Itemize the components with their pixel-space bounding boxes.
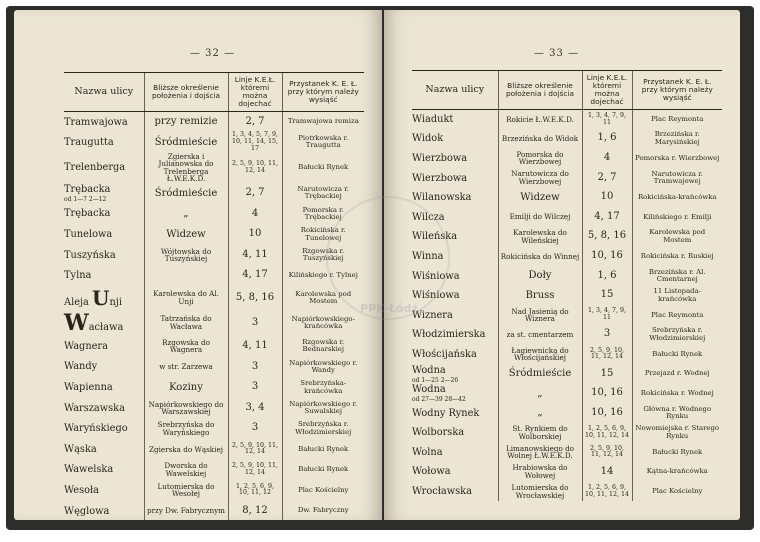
street-name-cell (64, 183, 144, 204)
location-cell: Hrabiowska do Wołowej (498, 462, 582, 482)
street-name-cell (64, 398, 144, 419)
street-name-cell (412, 462, 498, 482)
header-location: Bliższe określenie położenia i dojścia (144, 73, 228, 112)
tram-lines-cell: 2, 7 (228, 183, 282, 204)
street-name-cell (64, 153, 144, 183)
table-row (64, 501, 364, 520)
stop-cell: Główna r. Wodnego Rynku (632, 403, 722, 423)
street-name: Wąska (64, 443, 97, 455)
table-row (64, 132, 364, 153)
stop-cell: Przejazd r. Wodnej (632, 364, 722, 384)
stop-cell: Kilińskiego r. Tylnej (282, 265, 364, 286)
location-cell: Karolewska do Al. Unji (144, 286, 228, 310)
stop-cell: Bałucki Rynek (282, 439, 364, 460)
stop-cell: Bałucki Rynek (282, 153, 364, 183)
stop-cell: Bałucki Rynek (632, 345, 722, 365)
street-initial-letter: W (64, 310, 89, 337)
table-row (412, 325, 722, 345)
street-name-cell (412, 364, 498, 384)
stop-cell: Nowomiejska r. Starego Rynku (632, 423, 722, 443)
location-cell: Śródmieście (144, 132, 228, 153)
table-row (412, 462, 722, 482)
tram-lines-cell: 2, 5, 9, 10, 11, 12, 14 (228, 439, 282, 460)
tram-lines-cell: 3, 4 (228, 398, 282, 419)
tram-lines-cell: 1, 3, 4, 7, 9, 11 (582, 305, 632, 325)
page-number-left: — 32 — (190, 48, 236, 59)
location-cell: „ (498, 403, 582, 423)
location-cell: Wójtowska do Tuszyńskiej (144, 245, 228, 266)
street-name: Winna (412, 250, 444, 262)
street-name: Wagnera (64, 340, 108, 352)
location-cell: Zgierska i Julianowska do Trelenberga Ł.W.E.K.D. (144, 153, 228, 183)
location-cell: przy Dw. Fabrycznym (144, 501, 228, 520)
page-number-right: — 33 — (534, 48, 580, 59)
street-name: Wesoła (64, 484, 100, 496)
house-number-range: od 1—7 2—12 (64, 195, 107, 203)
location-cell: Rokicińska do Winnej (498, 247, 582, 267)
street-name-cell (64, 112, 144, 133)
street-prefix: Aleja (64, 297, 89, 309)
stop-cell: Karolewska pod Mostem (282, 286, 364, 310)
table-row (64, 460, 364, 481)
location-cell: Karolewska do Wileńskiej (498, 227, 582, 247)
location-cell: Rokicie Ł.W.E.K.D. (498, 110, 582, 130)
location-cell: Brzezińska do Widok (498, 129, 582, 149)
street-name: Wolna (412, 446, 443, 458)
location-cell: Pomorska do Wierzbowej (498, 149, 582, 169)
tram-lines-cell: 2, 7 (228, 112, 282, 133)
tram-lines-cell: 2, 5, 9, 10, 11, 12, 14 (228, 153, 282, 183)
table-row (64, 183, 364, 204)
location-cell: „ (498, 384, 582, 404)
street-name-cell (64, 480, 144, 501)
stop-cell: Srebrzyńska r. Włodzimierskiej (632, 325, 722, 345)
location-cell: Emilji do Wilczej (498, 207, 582, 227)
street-name-cell (412, 305, 498, 325)
street-name: Wiznera (412, 309, 453, 321)
table-row (412, 345, 722, 365)
street-name-cell (412, 423, 498, 443)
location-cell: Śródmieście (498, 364, 582, 384)
tram-lines-cell: 3 (228, 310, 282, 336)
table-row (412, 423, 722, 443)
tram-lines-cell: 2, 5, 9, 10, 11, 12, 14 (582, 345, 632, 365)
table-row (412, 168, 722, 188)
street-name-cell (64, 310, 144, 336)
street-table-left (64, 72, 364, 520)
stop-cell: Rokicińska r. Wodnej (632, 384, 722, 404)
tram-lines-cell: 1, 2, 5, 6, 9, 10, 11, 12 (228, 480, 282, 501)
table-row (412, 403, 722, 423)
stop-cell: Kątna-krańcówka (632, 462, 722, 482)
location-cell: Lutomierska do Wrocławskiej (498, 482, 582, 502)
street-name-cell (412, 345, 498, 365)
location-cell: przy remizie (144, 112, 228, 133)
location-cell: Doły (498, 266, 582, 286)
location-cell: „ (144, 204, 228, 225)
tram-lines-cell: 15 (582, 286, 632, 306)
stop-cell: Dw. Fabryczny (282, 501, 364, 520)
tram-lines-cell: 10 (228, 224, 282, 245)
street-name-rest: acława (88, 322, 124, 334)
street-name: Wierzbowa (412, 152, 468, 164)
street-name-cell (64, 418, 144, 439)
house-number-range: od 27—39 28—42 (412, 396, 466, 404)
table-row (412, 305, 722, 325)
street-name: Wilanowska (412, 192, 472, 204)
location-cell: Śródmieście (144, 183, 228, 204)
stop-cell: Karolewska pod Mostem (632, 227, 722, 247)
table-row (412, 482, 722, 502)
table-row (412, 266, 722, 286)
table-row (412, 384, 722, 404)
stop-cell: Rzgowska r. Tuszyńskiej (282, 245, 364, 266)
table-row (412, 286, 722, 306)
table-row (412, 188, 722, 208)
stop-cell: Brzezińska r. Al. Cmentarnej (632, 266, 722, 286)
street-name-cell (412, 482, 498, 502)
street-name-cell (64, 286, 144, 310)
stop-cell: Piotrkowska r. Traugutta (282, 132, 364, 153)
location-cell: Widzew (498, 188, 582, 208)
table-row (64, 310, 364, 336)
header-tram-lines: Linje K.E.Ł. któremi można dojechać (228, 73, 282, 112)
stop-cell: Napiórkowskiego r. Suwalskiej (282, 398, 364, 419)
tram-lines-cell: 2, 5, 9, 10, 11, 12, 14 (582, 443, 632, 463)
street-name-cell (412, 443, 498, 463)
street-name-cell (64, 357, 144, 378)
header-stop: Przystanek K. E. Ł. przy którym należy wysiąść (282, 73, 364, 112)
table-row (64, 480, 364, 501)
location-cell (144, 265, 228, 286)
table-row (64, 398, 364, 419)
street-name-cell (64, 245, 144, 266)
tram-lines-cell: 14 (582, 462, 632, 482)
location-cell: Widzew (144, 224, 228, 245)
table-row (412, 149, 722, 169)
tram-lines-cell: 4 (228, 204, 282, 225)
street-name: Waryńskiego (64, 423, 128, 435)
stop-cell: Kilińskiego r. Emilji (632, 207, 722, 227)
street-name-cell (412, 384, 498, 404)
street-name-cell (412, 168, 498, 188)
tram-lines-cell: 1, 6 (582, 129, 632, 149)
table-row (412, 364, 722, 384)
street-name: Wodna (412, 384, 446, 396)
location-cell: Lutomierska do Wesołej (144, 480, 228, 501)
table-row (412, 110, 722, 130)
street-name-cell (412, 403, 498, 423)
tram-lines-cell: 4 (582, 149, 632, 169)
street-name: Wierzbowa (412, 172, 468, 184)
street-name: Wileńska (412, 231, 458, 243)
table-row (412, 207, 722, 227)
street-name-cell (64, 501, 144, 520)
tram-lines-cell: 1, 3, 4, 5, 7, 9, 10, 11, 14, 15, 17 (228, 132, 282, 153)
street-name: Tuszyńska (64, 249, 116, 261)
table-header-row (64, 73, 364, 112)
street-name: Wołowa (412, 466, 451, 478)
header-tram-lines: Linje K.E.Ł. któremi można dojechać (582, 71, 632, 110)
table-body-left (64, 112, 364, 521)
table-header-row (412, 71, 722, 110)
street-name-cell (64, 224, 144, 245)
street-name-cell (64, 460, 144, 481)
tram-lines-cell: 2, 7 (582, 168, 632, 188)
street-name-cell (412, 149, 498, 169)
stop-cell: Bałucki Rynek (632, 443, 722, 463)
street-name-cell (412, 325, 498, 345)
tram-lines-cell: 1, 2, 5, 6, 9, 10, 11, 12, 14 (582, 423, 632, 443)
street-name: Wiadukt (412, 114, 454, 126)
street-name-cell (412, 188, 498, 208)
street-name-cell (64, 132, 144, 153)
table-row (412, 443, 722, 463)
street-name: Wawelska (64, 464, 114, 476)
location-cell: Łagiewnicką do Włościjańskiej (498, 345, 582, 365)
location-cell: Narutowicza do Wierzbowej (498, 168, 582, 188)
tram-lines-cell: 4, 11 (228, 245, 282, 266)
table-row (64, 112, 364, 133)
table-row (64, 418, 364, 439)
tram-lines-cell: 1, 2, 5, 6, 9, 10, 11, 12, 14 (582, 482, 632, 502)
street-name: Tramwajowa (64, 116, 128, 128)
table-row (64, 377, 364, 398)
street-name: Włodzimierska (412, 329, 486, 341)
street-table-right (412, 70, 722, 501)
tram-lines-cell: 10 (582, 188, 632, 208)
table-row (64, 204, 364, 225)
house-number-range: od 1—25 2—26 (412, 376, 459, 384)
table-row (412, 129, 722, 149)
tram-lines-cell: 2, 5, 9, 10, 11, 12, 14 (228, 460, 282, 481)
watermark-text: PPK·Łódź (360, 302, 418, 315)
table-row (64, 245, 364, 266)
header-street-name: Nazwa ulicy (412, 71, 498, 110)
location-cell: Limanowskiego do Wolnej Ł.W.E.K.D. (498, 443, 582, 463)
tram-lines-cell: 3 (228, 377, 282, 398)
stop-cell: Srebrzyńska r. Włodzimierskiej (282, 418, 364, 439)
street-name-cell (64, 265, 144, 286)
location-cell: Napiórkowskiego do Warszawskiej (144, 398, 228, 419)
street-name: Trębacka (64, 208, 111, 220)
tram-lines-cell: 1, 6 (582, 266, 632, 286)
street-name: Wodna (412, 364, 446, 376)
stop-cell: Brzezińska r. Marysińskiej (632, 129, 722, 149)
location-cell: Dworska do Wawelskiej (144, 460, 228, 481)
street-name: Wiśniowa (412, 270, 460, 282)
table-row (64, 439, 364, 460)
tram-lines-cell: 3 (228, 418, 282, 439)
stop-cell: Napiórkowskiego-krańcówka (282, 310, 364, 336)
street-name: Węglowa (64, 505, 110, 517)
street-name: Trębacka (64, 183, 111, 195)
table-row (64, 357, 364, 378)
tram-lines-cell: 1, 3, 4, 7, 9, 11 (582, 110, 632, 130)
tram-lines-cell: 3 (582, 325, 632, 345)
stop-cell: Rokicińska r. Tunelowej (282, 224, 364, 245)
table-row (64, 286, 364, 310)
tram-lines-cell: 15 (582, 364, 632, 384)
street-name: Wiśniowa (412, 290, 460, 302)
location-cell: Koziny (144, 377, 228, 398)
street-name-cell (64, 377, 144, 398)
header-street-name: Nazwa ulicy (64, 73, 144, 112)
location-cell: w str. Zarzewa (144, 357, 228, 378)
stop-cell: Plac Reymonta (632, 305, 722, 325)
stop-cell: Plac Reymonta (632, 110, 722, 130)
street-name: Trelenberga (64, 162, 126, 174)
street-initial-letter: U (92, 286, 110, 311)
street-name: Tunelowa (64, 229, 113, 241)
tram-lines-cell: 5, 8, 16 (228, 286, 282, 310)
street-name: Wodny Rynek (412, 407, 480, 419)
table-row (412, 227, 722, 247)
stop-cell: Narutowicza r. Trębackiej (282, 183, 364, 204)
tram-lines-cell: 4, 17 (582, 207, 632, 227)
street-name: Warszawska (64, 402, 125, 414)
stop-cell: Rzgowska r. Bednarskiej (282, 336, 364, 357)
tram-lines-cell: 4, 17 (228, 265, 282, 286)
street-name-cell (64, 336, 144, 357)
street-name: Traugutta (64, 136, 114, 148)
table-body-right (412, 110, 722, 502)
tram-lines-cell: 10, 16 (582, 384, 632, 404)
tram-lines-cell: 4, 11 (228, 336, 282, 357)
street-name: Wapienna (64, 382, 113, 394)
street-name-cell (412, 110, 498, 130)
location-cell: Bruss (498, 286, 582, 306)
stop-cell: Napiórkowskiego r. Wandy (282, 357, 364, 378)
table-row (64, 224, 364, 245)
street-name: Wrocławska (412, 486, 472, 498)
location-cell: Srebrzyńska do Waryńskiego (144, 418, 228, 439)
street-name-rest: nji (109, 297, 122, 309)
table-row (64, 265, 364, 286)
stop-cell: Narutowicza r. Tramwajowej (632, 168, 722, 188)
tram-lines-cell: 5, 8, 16 (582, 227, 632, 247)
street-name: Wandy (64, 361, 98, 373)
table-row (64, 153, 364, 183)
stop-cell: Pomorska r. Trębackiej (282, 204, 364, 225)
location-cell: St. Rynkiem do Wolborskiej (498, 423, 582, 443)
location-cell: Nad Jasienią do Wiznera (498, 305, 582, 325)
street-name-cell (64, 439, 144, 460)
street-name: Wilcza (412, 211, 445, 223)
tram-lines-cell: 3 (228, 357, 282, 378)
location-cell: za st. cmentarzem (498, 325, 582, 345)
tram-lines-cell: 10, 16 (582, 247, 632, 267)
street-name: Włościjańska (412, 348, 477, 360)
header-location: Bliższe określenie położenia i dojścia (498, 71, 582, 110)
stop-cell: Pomorska r. Wierzbowej (632, 149, 722, 169)
street-name-cell (412, 129, 498, 149)
stop-cell: Plac Kościelny (632, 482, 722, 502)
tram-lines-cell: 10, 16 (582, 403, 632, 423)
stop-cell: 11 Listopada-krańcówka (632, 286, 722, 306)
street-name-cell (64, 204, 144, 225)
stop-cell: Tramwajowa remiza (282, 112, 364, 133)
location-cell: Rzgowska do Wagnera (144, 336, 228, 357)
table-row (64, 336, 364, 357)
stop-cell: Plac Kościelny (282, 480, 364, 501)
tram-lines-cell: 8, 12 (228, 501, 282, 520)
street-name: Widok (412, 133, 444, 145)
stop-cell: Rokicińska r. Ruskiej (632, 247, 722, 267)
stop-cell: Srebrzyńska-krańcówka (282, 377, 364, 398)
stop-cell: Rokicińska-krańcówka (632, 188, 722, 208)
location-cell: Tatrzańska do Wacława (144, 310, 228, 336)
street-name: Tylna (64, 270, 92, 282)
location-cell: Zgierska do Wąskiej (144, 439, 228, 460)
stop-cell: Bałucki Rynek (282, 460, 364, 481)
street-name: Wolborska (412, 427, 465, 439)
header-stop: Przystanek K. E. Ł. przy którym należy wysiąść (632, 71, 722, 110)
table-row (412, 247, 722, 267)
